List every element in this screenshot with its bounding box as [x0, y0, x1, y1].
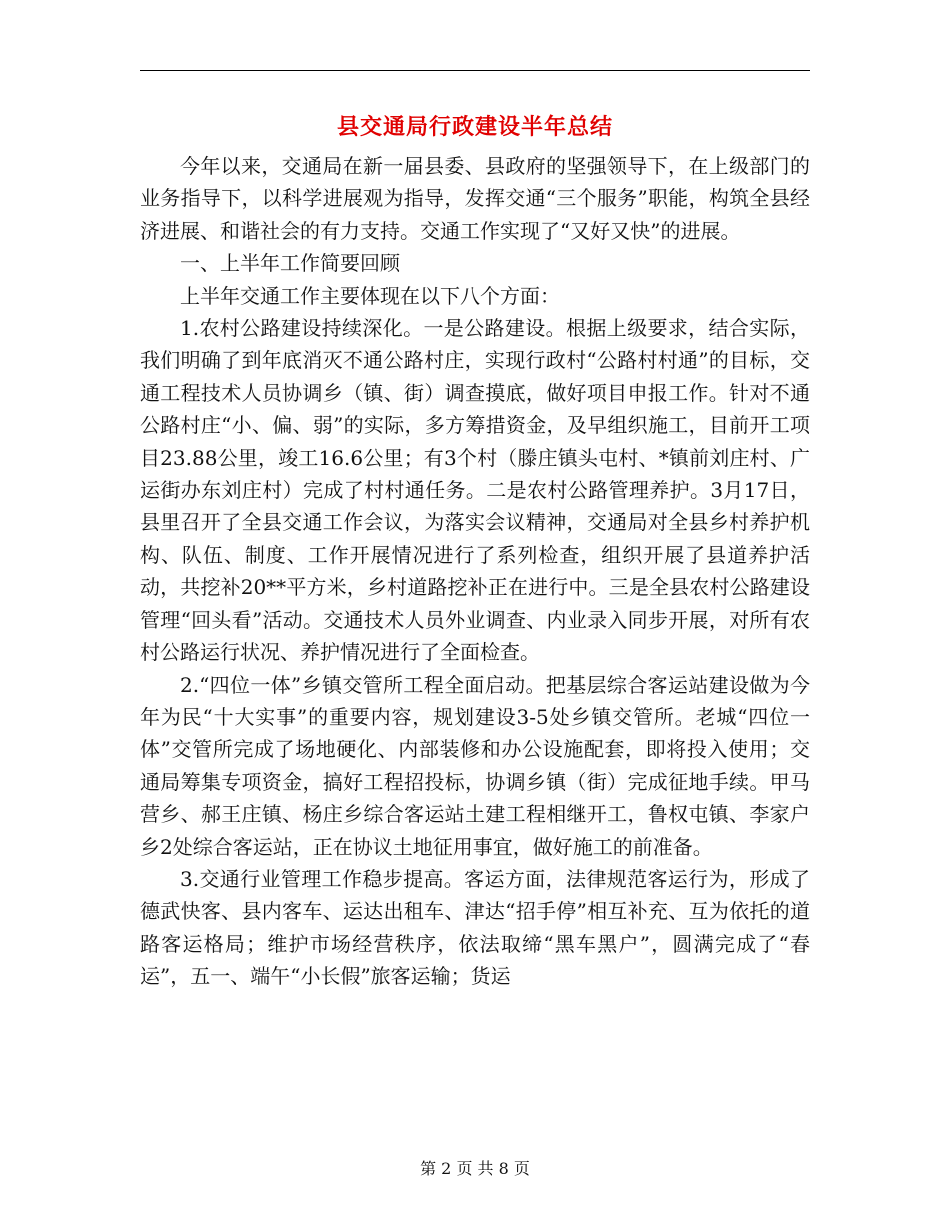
paragraph-summary: 上半年交通工作主要体现在以下八个方面：	[180, 283, 560, 308]
document-body	[140, 150, 810, 993]
paragraph-item-2: 2.“四位一体”乡镇交管所工程全面启动。把基层综合客运站建设做为今年为民“十大实事”的重要内容，规划建设3-5处乡镇交管所。老城“四位一体”交管所完成了场地硬化、内部装修和办公设施配套，即将投入使用；交通局筹集专项资金，搞好工程招投标，协调乡镇（街）完成征地手续。甲马营乡、郝王庄镇、杨庄乡综合客运站土建工程相继开工，鲁权屯镇、李家户乡2处综合客运站，正在协议土地征用事宜，做好施工的前准备。	[140, 672, 810, 859]
paragraph-item-1: 1.农村公路建设持续深化。一是公路建设。根据上级要求，结合实际，我们明确了到年底消灭不通公路村庄，实现行政村“公路村村通”的目标，交通工程技术人员协调乡（镇、街）调查摸底，做好项目申报工作。针对不通公路村庄“小、偏、弱”的实际，多方筹措资金，及早组织施工，目前开工项目23.88公里，竣工16.6公里；有3个村（滕庄镇头屯村、*镇前刘庄村、广运街办东刘庄村）完成了村村通任务。二是农村公路管理养护。3月17日，县里召开了全县交通工作会议，为落实会议精神，交通局对全县乡村养护机构、队伍、制度、工作开展情况进行了系列检查，组织开展了县道养护活动，共挖补20**平方米，乡村道路挖补正在进行中。三是全县农村公路建设管理“回头看”活动。交通技术人员外业调查、内业录入同步开展，对所有农村公路运行状况、养护情况进行了全面检查。	[140, 316, 810, 665]
paragraph-intro: 今年以来，交通局在新一届县委、县政府的坚强领导下，在上级部门的业务指导下，以科学进展观为指导，发挥交通“三个服务”职能，构筑全县经济进展、和谐社会的有力支持。交通工作实现了“又好又快”的进展。	[140, 154, 810, 243]
header-rule	[140, 70, 810, 71]
page-footer: 第 2 页 共 8 页	[420, 1159, 530, 1178]
section-heading: 一、上半年工作简要回顾	[180, 251, 400, 276]
paragraph-item-3: 3.交通行业管理工作稳步提高。客运方面，法律规范客运行为，形成了德武快客、县内客车、运达出租车、津达“招手停”相互补充、互为依托的道路客运格局；维护市场经营秩序，依法取缔“黑车黑户”，圆满完成了“春运”，五一、端午“小长假”旅客运输；货运	[140, 866, 810, 989]
document-title: 县交通局行政建设半年总结	[336, 114, 613, 140]
